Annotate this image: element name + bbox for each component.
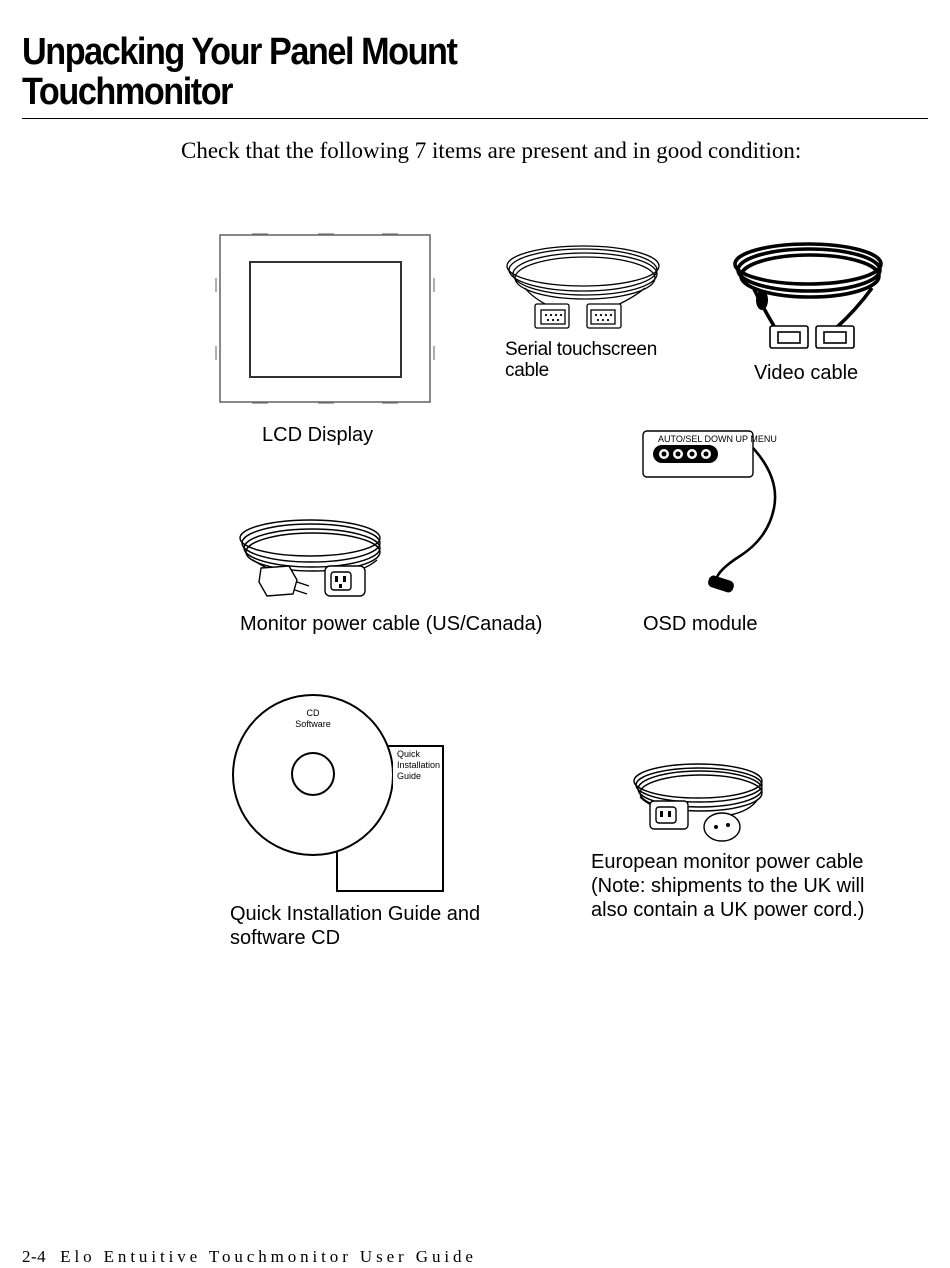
serial-cable-caption: Serial touchscreen cable: [505, 339, 657, 381]
lcd-display-caption: LCD Display: [262, 424, 374, 446]
european-power-cable-illustration: [630, 757, 770, 845]
osd-module-caption: OSD module: [643, 613, 758, 635]
guide-label-line3: Guide: [397, 771, 422, 781]
us-power-cable-illustration: [237, 512, 392, 604]
quick-guide-caption: Quick Installation Guide and software CD: [230, 903, 481, 949]
video-cable-illustration: [732, 234, 887, 352]
lcd-display-illustration: [212, 228, 444, 413]
page-number: 2-4: [22, 1247, 47, 1266]
european-power-cable-caption: European monitor power cable (Note: shipments to the UK will also contain a UK power cord.): [591, 851, 865, 921]
intro-text: Check that the following 7 items are present and in good condition:: [181, 138, 802, 163]
guide-label-line1: Quick: [397, 749, 421, 759]
video-cable-caption: Video cable: [754, 362, 859, 384]
osd-button-labels: AUTO/SEL DOWN UP MENU: [658, 434, 777, 444]
cd-and-guide-illustration: [228, 690, 458, 896]
page-title: Unpacking Your Panel Mount Touchmonitor: [22, 31, 457, 113]
title-rule: [22, 118, 928, 119]
serial-cable-illustration: [505, 236, 665, 338]
guide-title: Elo Entuitive Touchmonitor User Guide: [60, 1247, 477, 1266]
osd-module-illustration: [640, 428, 790, 598]
page-footer: [22, 1246, 477, 1268]
us-power-cable-caption: Monitor power cable (US/Canada): [240, 613, 543, 635]
cd-label-line2: Software: [295, 719, 331, 729]
guide-label-line2: Installation: [397, 760, 441, 770]
cd-label-line1: CD: [306, 708, 320, 718]
